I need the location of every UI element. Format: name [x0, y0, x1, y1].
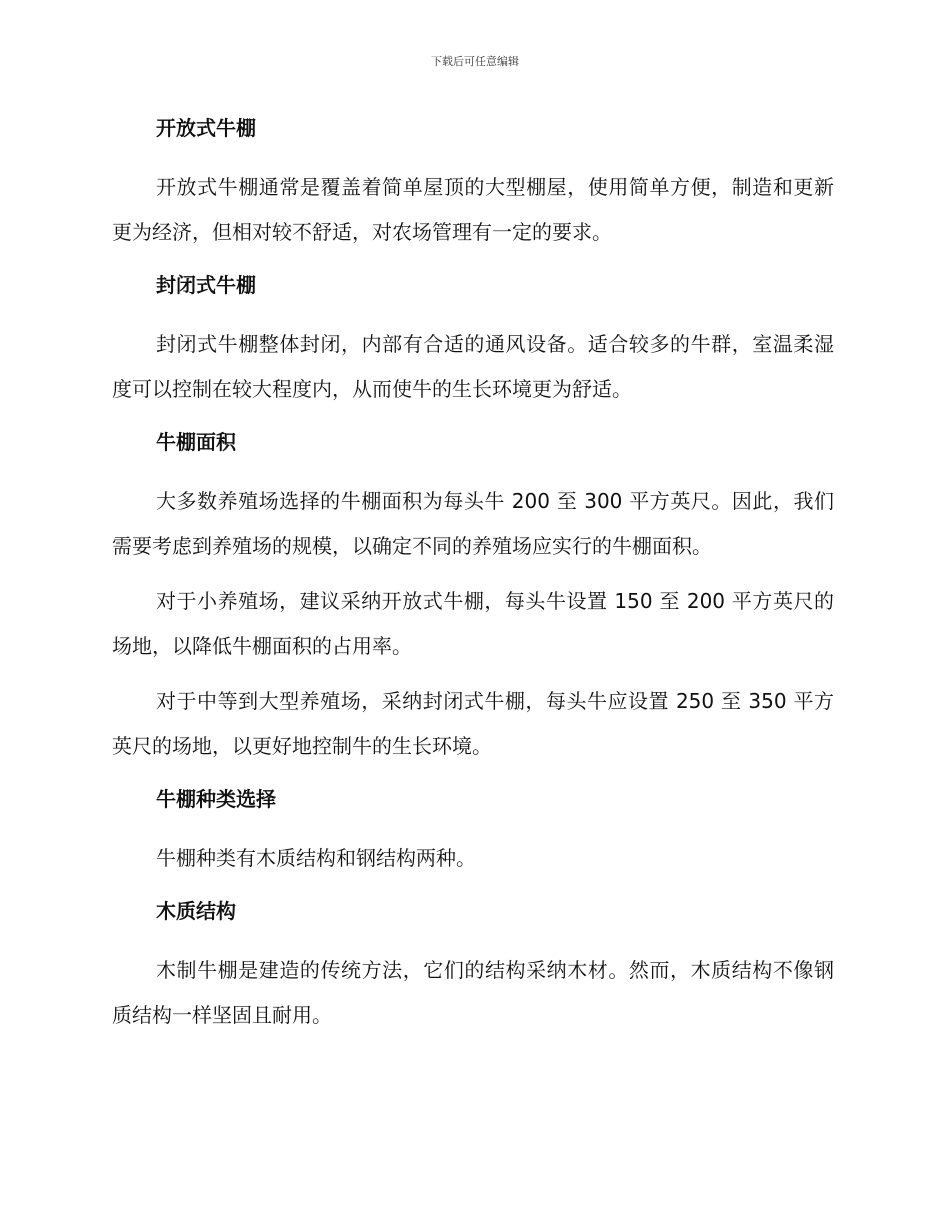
- section-shed-area: [112, 422, 834, 779]
- paragraph: 大多数养殖场选择的牛棚面积为每头牛 200 至 300 平方英尺。因此，我们需要考虑到养殖场的规模，以确定不同的养殖场应实行的牛棚面积。: [112, 489, 834, 558]
- paragraph: 对于小养殖场，建议采纳开放式牛棚，每头牛设置 150 至 200 平方英尺的场地，以降低牛棚面积的占用率。: [112, 589, 834, 658]
- section-closed-shed: [112, 265, 834, 422]
- section-shed-type: [112, 779, 834, 891]
- section-wood-structure: [112, 891, 834, 1038]
- section-heading: 木质结构: [156, 899, 236, 923]
- paragraph: 开放式牛棚通常是覆盖着简单屋顶的大型棚屋，使用简单方便，制造和更新更为经济，但相对较不舒适，对农场管理有一定的要求。: [112, 175, 834, 244]
- paragraph: 封闭式牛棚整体封闭，内部有合适的通风设备。适合较多的牛群，室温柔湿度可以控制在较大程度内，从而使牛的生长环境更为舒适。: [112, 332, 834, 401]
- page-header: 下载后可任意编辑: [431, 55, 519, 68]
- section-heading: 牛棚面积: [156, 430, 236, 454]
- section-heading: 封闭式牛棚: [156, 273, 256, 297]
- document-body: [112, 108, 834, 1038]
- paragraph: 对于中等到大型养殖场，采纳封闭式牛棚，每头牛应设置 250 至 350 平方英尺的场地，以更好地控制牛的生长环境。: [112, 689, 834, 758]
- paragraph: 木制牛棚是建造的传统方法，它们的结构采纳木材。然而，木质结构不像钢质结构一样坚固且耐用。: [112, 958, 834, 1027]
- section-open-shed: [112, 108, 834, 265]
- section-heading: 开放式牛棚: [156, 116, 256, 140]
- section-heading: 牛棚种类选择: [156, 787, 276, 811]
- paragraph: 牛棚种类有木质结构和钢结构两种。: [156, 846, 476, 870]
